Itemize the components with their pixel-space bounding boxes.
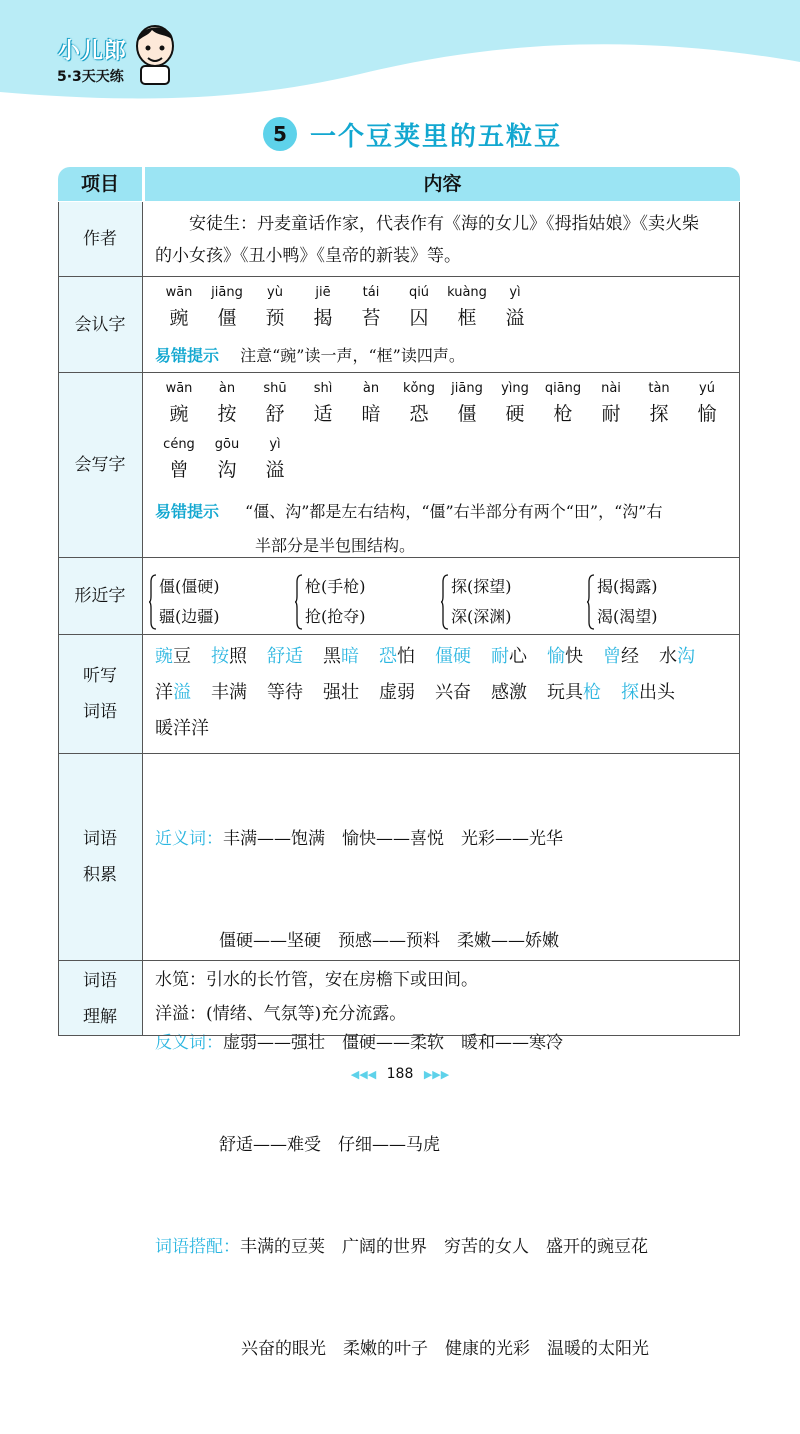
label-text-1: 词语	[83, 829, 117, 849]
word-part: 丰满	[211, 682, 247, 703]
dictation-word	[379, 646, 415, 667]
label-text: 作者	[83, 229, 117, 249]
next-arrows-icon: ▶▶▶	[423, 1068, 450, 1081]
new-char: 沟	[677, 646, 695, 667]
hanzi: 探	[649, 403, 669, 425]
word-part: 暖洋洋	[155, 718, 209, 739]
similar-bottom: 抢(抢夺)	[305, 607, 366, 626]
write-content	[143, 373, 740, 563]
hanzi: 僵	[457, 403, 477, 425]
word-part: 怕	[397, 646, 415, 667]
row-recognize	[58, 277, 740, 373]
hanzi: 豌	[169, 403, 189, 425]
new-char: 愉	[547, 646, 565, 667]
new-char: 探	[621, 682, 639, 703]
word-part: 虚弱	[379, 682, 415, 703]
word-part: 经	[621, 646, 639, 667]
row-understand	[58, 961, 740, 1036]
dictation-word	[211, 682, 247, 703]
dictation-line-1	[155, 639, 740, 675]
dictation-word	[155, 682, 191, 703]
dictation-word	[547, 646, 583, 667]
label-text-2: 积累	[83, 865, 117, 885]
table-header-content: 内容	[145, 167, 740, 201]
similar-top: 揭(揭露)	[597, 577, 658, 596]
hanzi: 暗	[361, 403, 381, 425]
brace-icon	[295, 574, 303, 630]
label-text-2: 理解	[83, 1006, 117, 1027]
pinyin: jiāng	[211, 285, 243, 300]
word-part: 黑	[323, 646, 341, 667]
label-text-1: 词语	[83, 970, 117, 991]
hanzi: 溢	[505, 307, 525, 329]
word-part: 洋	[155, 682, 173, 703]
pinyin: kuàng	[447, 285, 487, 300]
new-char: 耐	[491, 646, 509, 667]
dictation-word	[155, 718, 209, 739]
char-cell	[299, 379, 347, 429]
antonym-line-1: 虚弱——强壮 僵硬——柔软 暖和——寒冷	[223, 1033, 563, 1053]
hanzi: 预	[265, 307, 285, 329]
hanzi: 沟	[217, 459, 237, 481]
page-footer	[0, 1066, 800, 1082]
antonym-label: 反义词：	[155, 1033, 223, 1053]
char-cell	[251, 283, 299, 333]
pinyin: shū	[263, 381, 287, 396]
pinyin: yú	[699, 381, 715, 396]
dictation-word	[621, 682, 675, 703]
word-part: 水	[659, 646, 677, 667]
hanzi: 枪	[553, 403, 573, 425]
antonym-line-2: 舒适——难受 仔细——马虎	[219, 1135, 440, 1155]
char-cell	[587, 379, 635, 429]
similar-group	[441, 564, 587, 640]
similar-group	[587, 564, 733, 640]
pinyin: gōu	[214, 437, 240, 452]
dictation-word	[435, 682, 471, 703]
write-char-grid-1	[155, 379, 740, 429]
pinyin: yù	[267, 285, 283, 300]
author-line-2: 的小女孩》《丑小鸭》《皇帝的新装》等。	[155, 246, 461, 266]
char-cell	[251, 379, 299, 429]
hanzi: 按	[217, 403, 237, 425]
synonym-label: 近义词：	[155, 829, 223, 849]
synonym-line-2: 僵硬——坚硬 预感——预料 柔嫩——娇嫩	[219, 931, 559, 951]
label-author	[58, 202, 143, 276]
hanzi: 曾	[169, 459, 189, 481]
char-cell	[155, 379, 203, 429]
hanzi: 苔	[361, 307, 381, 329]
understand-line-1: 水笕：引水的长竹管，安在房檐下或田间。	[155, 970, 478, 990]
pinyin: àn	[218, 381, 236, 396]
dictation-word	[267, 682, 303, 703]
char-cell	[347, 283, 395, 333]
similar-group	[295, 564, 441, 640]
dictation-word	[211, 646, 247, 667]
similar-top: 探(探望)	[451, 577, 512, 596]
row-dictation	[58, 635, 740, 754]
new-char: 溢	[173, 682, 191, 703]
brand-series: 5·3天天练	[57, 69, 124, 85]
pinyin: kǒng	[403, 381, 435, 396]
dictation-word	[323, 682, 359, 703]
char-cell	[203, 379, 251, 429]
word-part: 兴奋	[435, 682, 471, 703]
char-cell	[203, 283, 251, 333]
pinyin: yì	[509, 285, 521, 300]
word-part: 等待	[267, 682, 303, 703]
pinyin: wān	[165, 285, 193, 300]
mascot-icon	[132, 20, 178, 86]
tip-label: 易错提示	[155, 502, 220, 521]
dictation-line-3	[155, 711, 740, 747]
label-text: 会写字	[74, 455, 126, 475]
prev-arrows-icon: ◀◀◀	[350, 1068, 377, 1081]
label-understand	[58, 961, 143, 1036]
char-cell	[347, 379, 395, 429]
hanzi: 耐	[601, 403, 621, 425]
row-write	[58, 373, 740, 558]
label-text-2: 词语	[83, 702, 117, 722]
similar-groups	[143, 558, 740, 640]
hanzi: 恐	[409, 403, 429, 425]
row-author	[58, 202, 740, 277]
pinyin: nài	[601, 381, 621, 396]
word-part: 心	[509, 646, 527, 667]
dictation-word	[435, 646, 471, 667]
table-header-item: 项目	[58, 167, 142, 201]
pinyin: qiú	[408, 285, 430, 300]
word-part: 玩具	[547, 682, 583, 703]
hanzi: 囚	[409, 307, 429, 329]
hanzi: 溢	[265, 459, 285, 481]
label-text-1: 听写	[83, 666, 117, 686]
row-similar	[58, 558, 740, 635]
collocation-label: 词语搭配：	[155, 1237, 240, 1257]
new-char: 僵硬	[435, 646, 471, 667]
word-part: 照	[229, 646, 247, 667]
char-cell	[395, 283, 443, 333]
label-dictation	[58, 635, 143, 753]
brand-logo: 小儿郎	[58, 39, 128, 64]
pinyin: qiāng	[544, 381, 582, 396]
char-cell	[395, 379, 443, 429]
dictation-content	[143, 635, 740, 757]
tip-line-2: 半部分是半包围结构。	[255, 536, 416, 555]
recognize-char-grid	[155, 283, 740, 333]
char-cell	[635, 379, 683, 429]
char-cell	[683, 379, 731, 429]
write-char-grid-2	[155, 435, 740, 485]
new-char: 豌	[155, 646, 173, 667]
tip-line-1: “僵、沟”都是左右结构，“僵”右半部分有两个“田”，“沟”右	[245, 502, 663, 521]
dictation-word	[603, 646, 639, 667]
char-cell	[155, 283, 203, 333]
hanzi: 愉	[697, 403, 717, 425]
label-write	[58, 373, 143, 557]
word-part: 出头	[639, 682, 675, 703]
tip-text: 注意“豌”读一声，“框”读四声。	[240, 346, 465, 365]
author-content	[143, 202, 740, 282]
dictation-word	[323, 646, 359, 667]
similar-bottom: 渴(渴望)	[597, 607, 658, 626]
dictation-line-2	[155, 675, 740, 711]
dictation-word	[379, 682, 415, 703]
label-text: 形近字	[74, 586, 126, 606]
word-part: 强壮	[323, 682, 359, 703]
char-cell	[155, 435, 203, 485]
understand-content	[143, 961, 740, 1038]
hanzi: 僵	[217, 307, 237, 329]
similar-top: 枪(手枪)	[305, 577, 366, 596]
understand-line-2: 洋溢：(情绪、气氛等)充分流露。	[155, 1004, 407, 1024]
hanzi: 硬	[505, 403, 525, 425]
hanzi: 豌	[169, 307, 189, 329]
dictation-word	[155, 646, 191, 667]
recognize-content	[143, 277, 740, 378]
word-part: 快	[565, 646, 583, 667]
dictation-word	[547, 682, 601, 703]
dictation-word	[491, 646, 527, 667]
new-char: 曾	[603, 646, 621, 667]
char-cell	[251, 435, 299, 485]
recognize-tip	[155, 343, 740, 366]
char-cell	[299, 283, 347, 333]
pinyin: tái	[362, 285, 380, 300]
pinyin: tàn	[648, 381, 670, 396]
pinyin: yìng	[501, 381, 529, 396]
brace-icon	[149, 574, 157, 630]
pinyin: àn	[362, 381, 380, 396]
hanzi: 揭	[313, 307, 333, 329]
collocation-line-1: 丰满的豆荚 广阔的世界 穷苦的女人 盛开的豌豆花	[240, 1237, 648, 1257]
collocation-line-2: 兴奋的眼光 柔嫩的叶子 健康的光彩 温暖的太阳光	[241, 1339, 649, 1359]
write-tip	[155, 495, 740, 563]
brace-icon	[441, 574, 449, 630]
similar-bottom: 疆(边疆)	[159, 607, 220, 626]
char-cell	[539, 379, 587, 429]
char-cell	[491, 379, 539, 429]
synonym-line-1: 丰满——饱满 愉快——喜悦 光彩——光华	[223, 829, 563, 849]
dictation-word	[491, 682, 527, 703]
char-cell	[443, 379, 491, 429]
page-number: 188	[386, 1066, 414, 1082]
pinyin: jiāng	[451, 381, 483, 396]
brace-icon	[587, 574, 595, 630]
new-char: 恐	[379, 646, 397, 667]
pinyin: wān	[165, 381, 193, 396]
new-char: 暗	[341, 646, 359, 667]
pinyin: shì	[313, 381, 333, 396]
pinyin: yì	[269, 437, 281, 452]
char-cell	[443, 283, 491, 333]
label-text: 会认字	[74, 314, 126, 335]
word-part: 感激	[491, 682, 527, 703]
hanzi: 舒	[265, 403, 285, 425]
pinyin: céng	[163, 437, 195, 452]
label-recognize	[58, 277, 143, 372]
similar-bottom: 深(深渊)	[451, 607, 512, 626]
new-char: 按	[211, 646, 229, 667]
similar-group	[149, 564, 295, 640]
similar-top: 僵(僵硬)	[159, 577, 220, 596]
label-similar	[58, 558, 143, 634]
char-cell	[203, 435, 251, 485]
lesson-number-badge: 5	[263, 117, 297, 151]
dictation-word	[267, 646, 303, 667]
label-vocab	[58, 754, 143, 960]
lesson-title: 一个豆荚里的五粒豆	[310, 122, 563, 152]
new-char: 舒适	[267, 646, 303, 667]
hanzi: 适	[313, 403, 333, 425]
hanzi: 框	[457, 307, 477, 329]
dictation-word	[659, 646, 695, 667]
new-char: 枪	[583, 682, 601, 703]
tip-label: 易错提示	[155, 346, 220, 365]
pinyin: jiē	[315, 285, 331, 300]
author-line-1: 安徒生：丹麦童话作家，代表作有《海的女儿》《拇指姑娘》《卖火柴	[189, 214, 699, 234]
char-cell	[491, 283, 539, 333]
word-part: 豆	[173, 646, 191, 667]
